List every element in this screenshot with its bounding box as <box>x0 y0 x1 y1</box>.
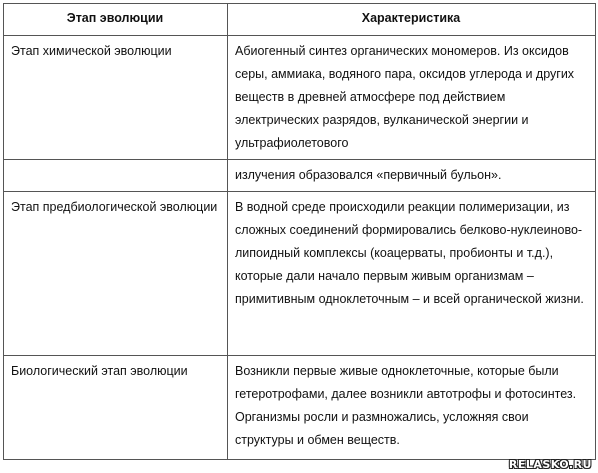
table-row <box>4 36 596 160</box>
description-cell: Возникли первые живые одноклеточные, которые были гетеротрофами, далее возникли автотрофы и фотосинтез. Организмы росли и размножались, усложняя свои структуры и обмен веществ. <box>228 356 596 460</box>
stage-cell-empty <box>4 160 228 192</box>
table-row <box>4 192 596 356</box>
stage-cell: Этап химической эволюции <box>4 36 228 160</box>
table-header-row <box>4 4 596 36</box>
stage-cell: Этап предбиологической эволюции <box>4 192 228 356</box>
stage-cell: Биологический этап эволюции <box>4 356 228 460</box>
evolution-table <box>3 3 596 460</box>
description-cell-continued: излучения образовался «первичный бульон». <box>228 160 596 192</box>
description-cell: Абиогенный синтез органических мономеров. Из оксидов серы, аммиака, водяного пара, оксидов углерода и других веществ в древней атмосфере под действием электрических разрядов, вулканической энергии и ультрафиолетового <box>228 36 596 160</box>
table-row-continued <box>4 160 596 192</box>
watermark: RELASKO.RU <box>508 458 592 471</box>
header-characteristic: Характеристика <box>228 4 596 36</box>
description-cell: В водной среде происходили реакции полимеризации, из сложных соединений формировались белково-нуклеиново-липоидный комплексы (коацерваты, пробионты и т.д.), которые дали начало первым живым организмам – примитивным одноклеточным – и всей органической жизни. <box>228 192 596 356</box>
header-stage: Этап эволюции <box>4 4 228 36</box>
table-row <box>4 356 596 460</box>
